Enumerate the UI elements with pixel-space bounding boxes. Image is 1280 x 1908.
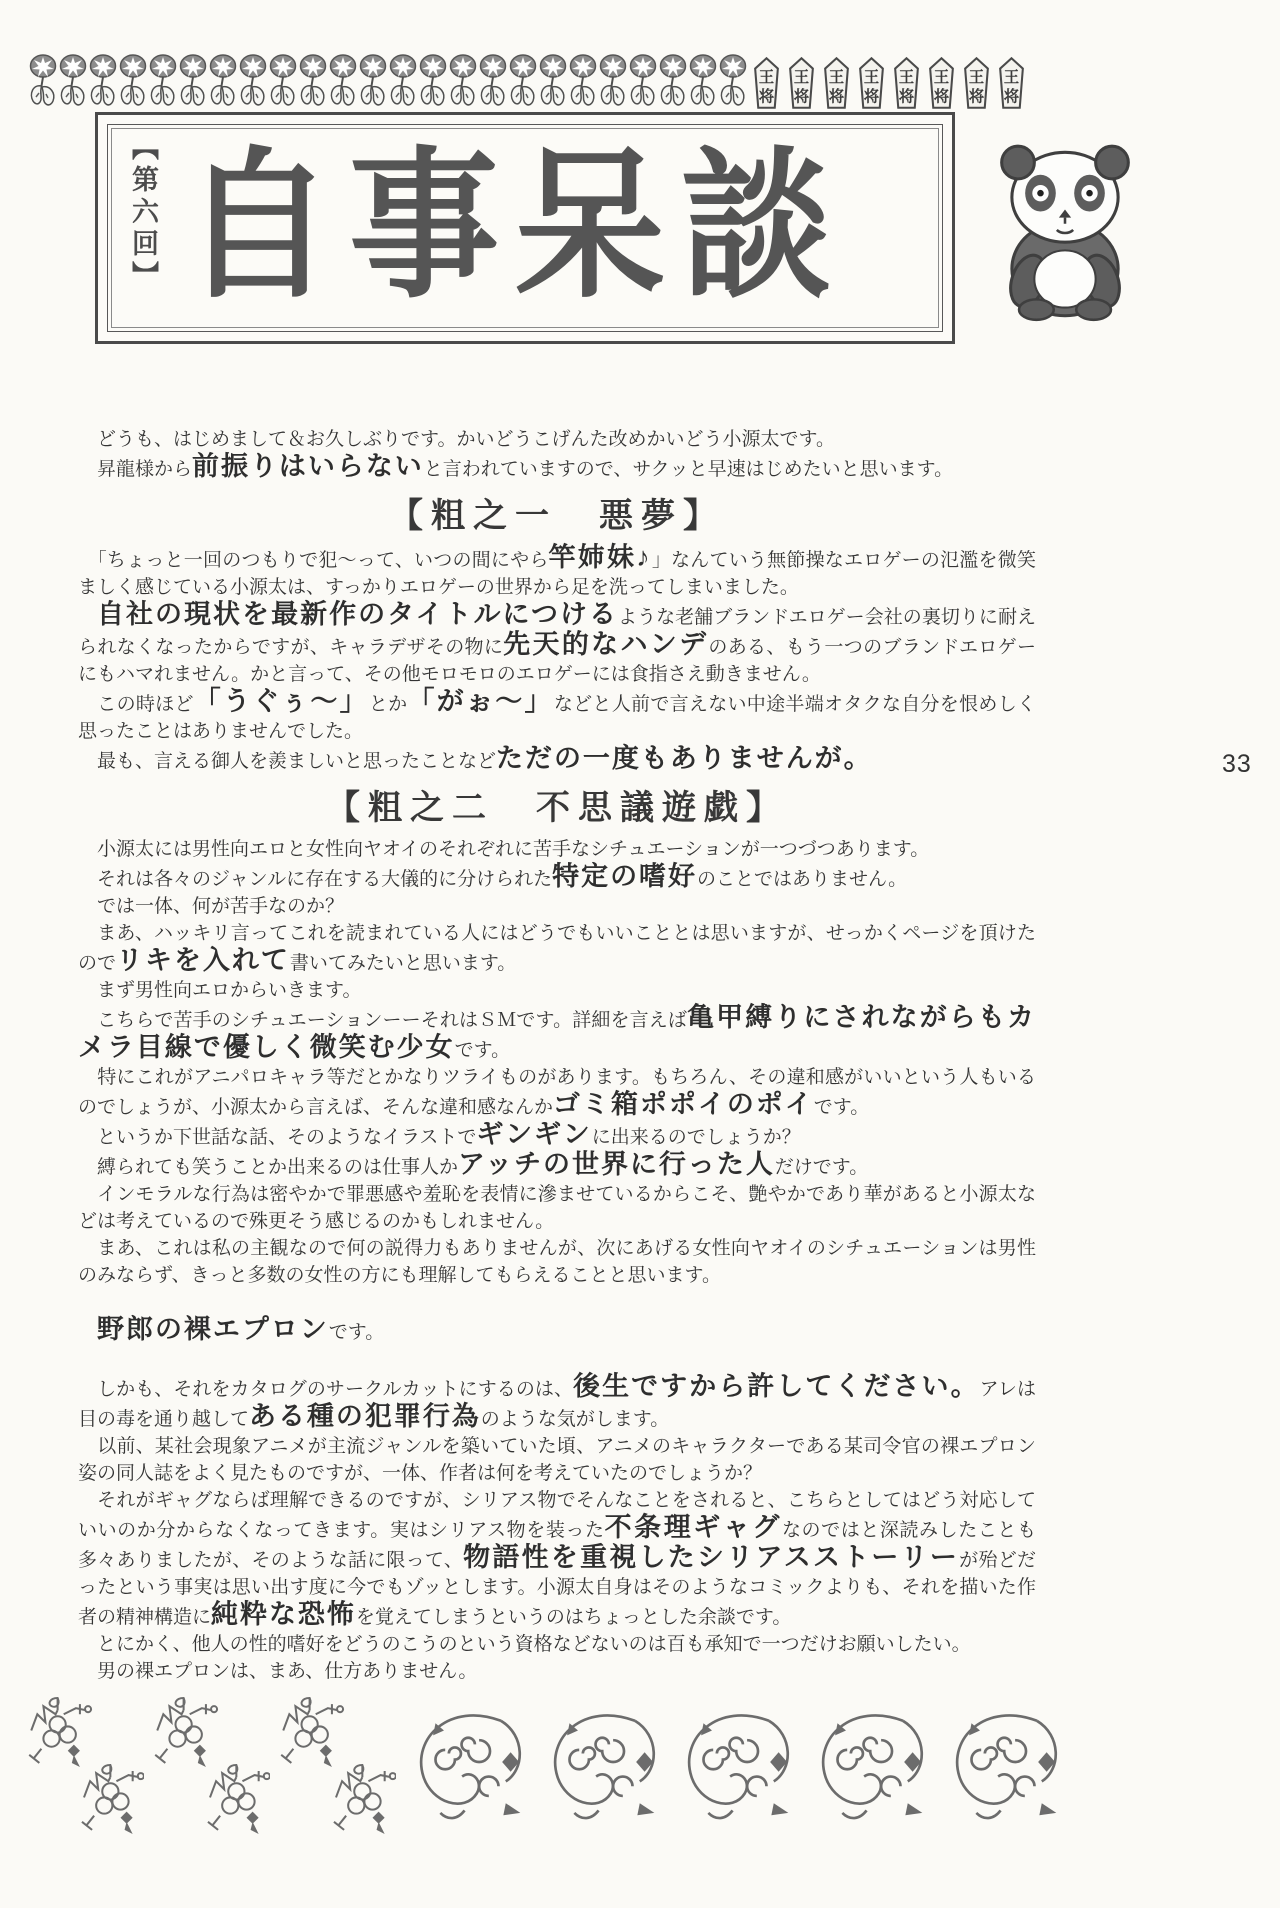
paragraph: [78, 1373, 1036, 1433]
swirl-fleuron-icon: [404, 1696, 530, 1828]
text-run: 「ちょっと一回のつもりで犯〜って、いつの間にやら: [78, 550, 549, 571]
text-run: こちらで苦手のシチュエーションーーそれはＳＭです。詳細を言えば: [78, 1010, 687, 1031]
bottom-border: [26, 1696, 1096, 1846]
pair-fleuron-icon: [26, 1696, 144, 1838]
morning-glory-icon: [568, 52, 598, 110]
paragraph: [78, 544, 1036, 601]
morning-glory-icon: [208, 52, 238, 110]
episode-label: 【第六回】: [128, 133, 158, 293]
morning-glory-icon: [688, 52, 718, 110]
shogi-piece-icon: [958, 56, 993, 110]
top-border: [28, 46, 1063, 110]
text-run: アレは目の毒を通り越して: [78, 1379, 1036, 1430]
morning-glory-icon: [538, 52, 568, 110]
emphasis-run: ゴミ箱ポポイのポイ: [553, 1089, 814, 1119]
shogi-piece-icon: [748, 56, 783, 110]
emphasis-run: 竿姉妹♪: [548, 542, 652, 572]
shogi-piece-icon: [923, 56, 958, 110]
morning-glory-icon: [268, 52, 298, 110]
emphasis-run: ギンギン: [476, 1119, 592, 1149]
emphasis-run: 「うぐぅ〜」: [193, 686, 369, 716]
paragraph: [78, 1433, 1036, 1487]
swirl-fleuron-icon: [672, 1696, 798, 1828]
text-run: と言われていますので、サクッと早速はじめたいと思います。: [423, 459, 954, 480]
paragraph: [78, 893, 1036, 920]
text-run: ような老舗ブランドエロゲー会社の裏切りに耐えられなくなったからですが、キャラデザその物に: [78, 607, 1036, 658]
emphasis-run: アッチの世界に行った人: [458, 1149, 775, 1179]
section-heading: 【粗之二 不思議遊戯】: [326, 790, 788, 827]
text-run: だけです。: [774, 1157, 869, 1178]
emphasis-run: ある種の犯罪行為: [249, 1401, 481, 1431]
morning-glory-icon: [388, 52, 418, 110]
morning-glory-icon: [298, 52, 328, 110]
paragraph: [78, 745, 1036, 775]
pair-fleuron-icon: [278, 1696, 396, 1838]
paragraph: [78, 1487, 1036, 1631]
text-run: では一体、何が苦手なのか？: [78, 896, 345, 917]
morning-glory-icon: [478, 52, 508, 110]
text-run: それがギャグならば理解できるのですが、シリアス物でそんなことをされると、こちらとしてはどう対応していいのか分からなくなってきます。実はシリアス物を装った: [78, 1490, 1036, 1541]
text-run: というか下世話な話、そのようなイラストで: [78, 1127, 477, 1148]
text-run: です。: [328, 1322, 385, 1343]
paragraph: [78, 920, 1036, 977]
swirl-fleuron-icon: [538, 1696, 664, 1828]
morning-glory-icon: [58, 52, 88, 110]
paragraph: [78, 977, 1036, 1004]
text-run: なのではと深読みしたことも多々ありましたが、そのような話に限って、: [78, 1520, 1036, 1571]
text-run: です。: [454, 1040, 511, 1061]
swirl-fleuron-icon: [940, 1696, 1066, 1828]
morning-glory-icon: [148, 52, 178, 110]
text-run: [78, 1322, 97, 1343]
blank-line: [78, 1289, 1036, 1316]
text-run: インモラルな行為は密やかで罪悪感や羞恥を表情に滲ませているからこそ、艶やかであり華があると小源太などは考えているので殊更そう感じるのかもしれません。: [78, 1184, 1036, 1232]
text-run: 最も、言える御人を羨ましいと思ったことなど: [78, 751, 497, 772]
paragraph: [78, 1004, 1036, 1064]
page-title: 自事呆談: [183, 138, 848, 318]
emphasis-run: 先天的なハンデ: [503, 629, 709, 659]
shogi-piece-icon: [783, 56, 818, 110]
morning-glory-icon: [658, 52, 688, 110]
text-run: とか: [368, 694, 408, 715]
text-run: 以前、某社会現象アニメが主流ジャンルを築いていた頃、アニメのキャラクターである某司令官の裸エプロン姿の同人誌をよく見たものですが、一体、作者は何を考えていたのでしょうか？: [78, 1436, 1036, 1484]
text-run: などと人前で言えない中途半端オタクな自分を恨めしく思ったことはありませんでした。: [78, 694, 1036, 742]
article-body: [78, 426, 1036, 1685]
emphasis-run: 自社の現状を最新作のタイトルにつける: [97, 599, 619, 629]
morning-glory-icon: [88, 52, 118, 110]
text-run: どうも、はじめまして＆お久しぶりです。かいどうこげんた改めかいどう小源太です。: [78, 429, 835, 450]
emphasis-run: 後生ですから許してください。: [573, 1371, 980, 1401]
emphasis-run: 不条理ギャグ: [604, 1512, 782, 1542]
title-banner-frame: [107, 124, 943, 332]
text-run: 特にこれがアニパロキャラ等だとかなりツライものがあります。もちろん、その違和感がいいという人もいるのでしょうが、小源太から言えば、そんな違和感なんか: [78, 1067, 1036, 1118]
text-run: まず男性向エロからいきます。: [78, 980, 362, 1001]
emphasis-run: 「がぉ〜」: [407, 686, 554, 716]
text-run: この時ほど: [78, 694, 194, 715]
morning-glory-icon: [328, 52, 358, 110]
title-banner: [95, 112, 955, 344]
morning-glory-icon: [358, 52, 388, 110]
text-run: 小源太には男性向エロと女性向ヤオイのそれぞれに苦手なシチュエーションが一つづつあります。: [78, 839, 930, 860]
text-run: [78, 607, 97, 628]
paragraph: [78, 601, 1036, 688]
text-run: まあ、これは私の主観なので何の説得力もありませんが、次にあげる女性向ヤオイのシチュエーションは男性のみならず、きっと多数の女性の方にも理解してもらえることと思います。: [78, 1238, 1036, 1286]
section-heading: 【粗之一 悪夢】: [389, 498, 725, 535]
blank-line: [78, 1346, 1036, 1373]
morning-glory-icon: [508, 52, 538, 110]
panda-icon: [975, 138, 1155, 328]
text-run: のある、もう一つのブランドエロゲーにもハマれません。かと言って、その他モロモロのエロゲーには食指さえ動きません。: [78, 637, 1037, 685]
morning-glory-icon: [28, 52, 58, 110]
text-run: 男の裸エプロンは、まあ、仕方ありません。: [78, 1661, 478, 1682]
paragraph: [78, 1181, 1036, 1235]
emphasis-run: リキを入れて: [116, 945, 290, 975]
paragraph: [78, 1316, 1036, 1346]
emphasis-run: 前振りはいらない: [192, 451, 424, 481]
text-run: のことではありません。: [697, 869, 908, 890]
paragraph: [78, 1064, 1036, 1121]
paragraph: [78, 1235, 1036, 1289]
shogi-piece-icon: [853, 56, 888, 110]
emphasis-run: 亀甲縛りにされながらもカメラ目線で優しく微笑む少女: [78, 1002, 1037, 1062]
paragraph: [78, 1151, 1036, 1181]
text-run: とにかく、他人の性的嗜好をどうのこうのという資格などないのは百も承知で一つだけお願いしたい。: [78, 1634, 971, 1655]
paragraph: [78, 1658, 1036, 1685]
paragraph: [78, 836, 1036, 863]
shogi-piece-icon: [818, 56, 853, 110]
text-run: 」なんていう無節操なエロゲーの氾濫を微笑ましく感じている小源太は、すっかりエロゲーの世界から足を洗ってしまいました。: [78, 550, 1036, 598]
text-run: が殆どだったという事実は思い出す度に今でもゾッとします。小源太自身はそのようなコミックよりも、それを描いた作者の精神構造に: [78, 1550, 1036, 1628]
morning-glory-icon: [448, 52, 478, 110]
text-run: しかも、それをカタログのサークルカットにするのは、: [78, 1379, 574, 1400]
emphasis-run: 純粋な恐怖: [211, 1599, 356, 1629]
paragraph: [78, 1121, 1036, 1151]
paragraph: [78, 688, 1036, 745]
text-run: に出来るのでしょうか？: [591, 1127, 801, 1148]
emphasis-run: 物語性を重視したシリアスストーリー: [463, 1542, 960, 1572]
shogi-piece-icon: [993, 56, 1028, 110]
swirl-fleuron-icon: [806, 1696, 932, 1828]
paragraph: [78, 1631, 1036, 1658]
paragraph: [78, 453, 1036, 483]
text-run: 縛られても笑うことか出来るのは仕事人か: [78, 1157, 459, 1178]
shogi-piece-icon: [888, 56, 923, 110]
pair-fleuron-icon: [152, 1696, 270, 1838]
text-run: 書いてみたいと思います。: [289, 953, 517, 974]
text-run: です。: [813, 1097, 870, 1118]
text-run: それは各々のジャンルに存在する大儀的に分けられた: [78, 869, 553, 890]
text-run: のような気がします。: [480, 1409, 670, 1430]
morning-glory-icon: [598, 52, 628, 110]
morning-glory-icon: [118, 52, 148, 110]
page-number: 33: [1222, 750, 1252, 778]
text-run: 昇龍様から: [78, 459, 193, 480]
paragraph: [78, 426, 1036, 453]
morning-glory-icon: [178, 52, 208, 110]
morning-glory-icon: [238, 52, 268, 110]
morning-glory-icon: [718, 52, 748, 110]
emphasis-run: 特定の嗜好: [552, 861, 697, 891]
text-run: を覚えてしまうというのはちょっとした余談です。: [355, 1607, 792, 1628]
emphasis-run: ただの一度もありませんが。: [496, 743, 873, 773]
emphasis-run: 野郎の裸エプロン: [97, 1314, 329, 1344]
morning-glory-icon: [628, 52, 658, 110]
text-run: まあ、ハッキリ言ってこれを読まれている人にはどうでもいいこととは思いますが、せっかくページを頂けたので: [78, 923, 1036, 974]
morning-glory-icon: [418, 52, 448, 110]
paragraph: [78, 863, 1036, 893]
